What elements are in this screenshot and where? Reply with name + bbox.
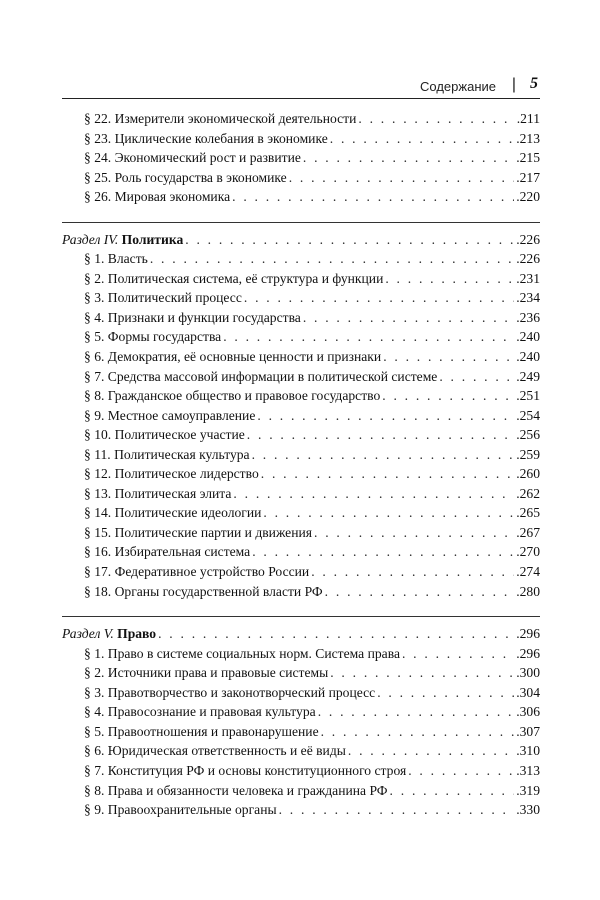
dot-leader bbox=[257, 406, 514, 426]
toc-entry-title: § 9. Правоохранительные органы bbox=[84, 802, 277, 818]
toc-entry[interactable] bbox=[62, 781, 540, 801]
toc-section-heading[interactable] bbox=[62, 624, 540, 644]
toc-entry-page: .236 bbox=[516, 309, 540, 325]
toc-entry-page: .280 bbox=[516, 583, 540, 599]
toc-entry[interactable] bbox=[62, 542, 540, 562]
toc-entry[interactable] bbox=[62, 308, 540, 328]
toc-entry-page: .211 bbox=[516, 111, 540, 126]
toc-entry-page: .234 bbox=[516, 290, 540, 306]
toc-entry[interactable] bbox=[62, 644, 540, 664]
toc-entry-page: .226 bbox=[516, 251, 540, 267]
toc-entry-title: § 8. Права и обязанности человека и гражданина РФ bbox=[84, 782, 388, 798]
section-label: Раздел V. bbox=[62, 626, 118, 642]
toc-entry[interactable] bbox=[62, 269, 540, 289]
toc-entry[interactable] bbox=[62, 800, 540, 820]
toc-entry[interactable] bbox=[62, 327, 540, 347]
toc-entry-title: § 11. Политическая культура bbox=[84, 446, 250, 462]
toc-entry-page: .231 bbox=[516, 270, 540, 286]
toc-entry-title: § 1. Власть bbox=[84, 251, 148, 267]
toc-entry-title: § 10. Политическое участие bbox=[84, 427, 245, 443]
dot-leader bbox=[408, 761, 514, 781]
toc-entry-title: § 3. Политический процесс bbox=[84, 290, 242, 306]
dot-leader bbox=[223, 327, 514, 347]
toc-entry-title: § 3. Правотворчество и законотворческий процесс bbox=[84, 684, 376, 700]
toc-entry-page: .262 bbox=[516, 485, 540, 501]
toc-entry-title: § 13. Политическая элита bbox=[84, 485, 232, 501]
dot-leader bbox=[244, 288, 514, 308]
toc-entry[interactable] bbox=[62, 761, 540, 781]
dot-leader bbox=[318, 702, 515, 722]
toc-entry-page: .319 bbox=[516, 782, 540, 798]
toc-entry-page: .213 bbox=[516, 130, 540, 146]
toc-entry-title: § 4. Признаки и функции государства bbox=[84, 309, 301, 325]
toc-entry-page: .313 bbox=[516, 762, 540, 778]
toc-entry-title: § 14. Политические идеологии bbox=[84, 505, 262, 521]
toc-entry-page: .217 bbox=[516, 169, 540, 185]
dot-leader bbox=[263, 503, 514, 523]
toc-entry-title: § 7. Конституция РФ и основы конституционного строя bbox=[84, 762, 407, 778]
dot-leader bbox=[402, 644, 514, 664]
dot-leader bbox=[382, 386, 514, 406]
toc-entry-title: § 4. Правосознание и правовая культура bbox=[84, 704, 316, 720]
running-header-title: Содержание bbox=[420, 79, 496, 94]
toc-entry-page: .215 bbox=[516, 150, 540, 166]
dot-leader bbox=[233, 484, 514, 504]
toc-entry-page: .260 bbox=[516, 466, 540, 482]
toc-entry-page: .296 bbox=[516, 626, 540, 642]
toc-entry-page: .274 bbox=[516, 564, 540, 580]
table-of-contents bbox=[62, 109, 540, 820]
dot-leader bbox=[303, 148, 514, 168]
toc-entry-title: § 25. Роль государства в экономике bbox=[84, 169, 287, 185]
toc-entry[interactable] bbox=[62, 523, 540, 543]
toc-entry[interactable] bbox=[62, 148, 540, 168]
toc-entry-title: § 17. Федеративное устройство России bbox=[84, 564, 310, 580]
dot-leader bbox=[252, 445, 515, 465]
dot-leader bbox=[303, 308, 514, 328]
toc-entry[interactable] bbox=[62, 347, 540, 367]
toc-entry-page: .220 bbox=[516, 189, 540, 205]
toc-entry[interactable] bbox=[62, 129, 540, 149]
toc-entry[interactable] bbox=[62, 386, 540, 406]
toc-entry-page: .240 bbox=[516, 329, 540, 345]
dot-leader bbox=[289, 168, 514, 188]
toc-entry-title: § 26. Мировая экономика bbox=[84, 189, 231, 205]
toc-entry-page: .267 bbox=[516, 524, 540, 540]
toc-entry-title: § 24. Экономический рост и развитие bbox=[84, 150, 301, 166]
section-divider bbox=[62, 222, 540, 223]
dot-leader bbox=[252, 542, 514, 562]
section-spacer bbox=[62, 207, 540, 222]
toc-entry-title: § 12. Политическое лидерство bbox=[84, 466, 259, 482]
toc-entry-page: .256 bbox=[516, 427, 540, 443]
toc-entry[interactable] bbox=[62, 288, 540, 308]
running-header-separator: | bbox=[511, 76, 516, 93]
toc-entry[interactable] bbox=[62, 168, 540, 188]
toc-entry[interactable] bbox=[62, 406, 540, 426]
toc-entry-title: § 7. Средства массовой информации в политической системе bbox=[84, 368, 438, 384]
toc-entry-page: .226 bbox=[516, 231, 540, 247]
toc-entry[interactable] bbox=[62, 425, 540, 445]
dot-leader bbox=[348, 741, 514, 761]
dot-leader bbox=[150, 249, 514, 269]
toc-entry[interactable] bbox=[62, 445, 540, 465]
toc-entry[interactable] bbox=[62, 663, 540, 683]
toc-entry-page: .310 bbox=[516, 743, 540, 759]
dot-leader bbox=[261, 464, 514, 484]
dot-leader bbox=[330, 129, 514, 149]
dot-leader bbox=[358, 109, 514, 129]
toc-entry-title: § 15. Политические партии и движения bbox=[84, 524, 312, 540]
dot-leader bbox=[377, 683, 514, 703]
toc-entry-title: § 5. Правоотношения и правонарушение bbox=[84, 723, 319, 739]
toc-entry[interactable] bbox=[62, 741, 540, 761]
page-number: 5 bbox=[530, 75, 538, 92]
toc-entry-title: § 6. Демократия, её основные ценности и признаки bbox=[84, 349, 382, 365]
dot-leader bbox=[311, 562, 514, 582]
toc-entry[interactable] bbox=[62, 683, 540, 703]
toc-entry[interactable] bbox=[62, 249, 540, 269]
toc-section-law bbox=[62, 624, 540, 819]
section-title: Политика bbox=[121, 231, 184, 247]
toc-entry[interactable] bbox=[62, 109, 540, 129]
toc-entry-page: .296 bbox=[516, 645, 540, 661]
dot-leader bbox=[321, 722, 515, 742]
dot-leader bbox=[247, 425, 514, 445]
dot-leader bbox=[385, 269, 514, 289]
toc-entry-page: .300 bbox=[516, 665, 540, 681]
toc-entry[interactable] bbox=[62, 503, 540, 523]
toc-entry-page: .240 bbox=[516, 349, 540, 365]
running-header bbox=[62, 70, 540, 99]
toc-entry[interactable] bbox=[62, 187, 540, 207]
toc-entry-page: .270 bbox=[516, 544, 540, 560]
dot-leader bbox=[314, 523, 514, 543]
toc-entry-page: .249 bbox=[516, 368, 540, 384]
toc-section-heading[interactable] bbox=[62, 230, 540, 250]
toc-entry-title: § 23. Циклические колебания в экономике bbox=[84, 130, 328, 146]
toc-entry[interactable] bbox=[62, 582, 540, 602]
toc-entry-title: § 2. Источники права и правовые системы bbox=[84, 665, 329, 681]
toc-entry-page: .304 bbox=[516, 684, 540, 700]
toc-entry[interactable] bbox=[62, 367, 540, 387]
dot-leader bbox=[232, 187, 514, 207]
dot-leader bbox=[185, 230, 514, 250]
toc-entry-page: .251 bbox=[516, 388, 540, 404]
toc-entry-page: .330 bbox=[516, 802, 540, 818]
toc-section-politics bbox=[62, 230, 540, 601]
toc-entry-title: § 8. Гражданское общество и правовое государство bbox=[84, 388, 381, 404]
toc-entry-page: .265 bbox=[516, 505, 540, 521]
toc-entry-title: § 16. Избирательная система bbox=[84, 544, 251, 560]
dot-leader bbox=[279, 800, 515, 820]
toc-entry[interactable] bbox=[62, 722, 540, 742]
section-spacer bbox=[62, 601, 540, 616]
toc-entry[interactable] bbox=[62, 702, 540, 722]
dot-leader bbox=[330, 663, 514, 683]
section-label: Раздел IV. bbox=[62, 231, 122, 247]
dot-leader bbox=[158, 624, 514, 644]
toc-entry-title: § 2. Политическая система, её структура и функции bbox=[84, 270, 384, 286]
toc-entry-page: .259 bbox=[516, 446, 540, 462]
toc-entry-page: .254 bbox=[516, 407, 540, 423]
toc-entry-title: § 6. Юридическая ответственность и её виды bbox=[84, 743, 346, 759]
toc-entry-title: § 5. Формы государства bbox=[84, 329, 222, 345]
toc-entry[interactable] bbox=[62, 464, 540, 484]
section-title: Право bbox=[117, 626, 157, 642]
dot-leader bbox=[439, 367, 514, 387]
toc-entry-page: .307 bbox=[516, 723, 540, 739]
dot-leader bbox=[390, 781, 515, 801]
toc-entry-title: § 9. Местное самоуправление bbox=[84, 407, 256, 423]
toc-entry-title: § 18. Органы государственной власти РФ bbox=[84, 583, 323, 599]
section-divider bbox=[62, 616, 540, 617]
toc-entry-title: § 1. Право в системе социальных норм. Система права bbox=[84, 645, 400, 661]
dot-leader bbox=[325, 582, 515, 602]
toc-group-economics bbox=[62, 109, 540, 207]
toc-entry[interactable] bbox=[62, 484, 540, 504]
toc-entry-title: § 22. Измерители экономической деятельности bbox=[84, 111, 357, 126]
dot-leader bbox=[383, 347, 514, 367]
toc-entry[interactable] bbox=[62, 562, 540, 582]
toc-entry-page: .306 bbox=[516, 704, 540, 720]
